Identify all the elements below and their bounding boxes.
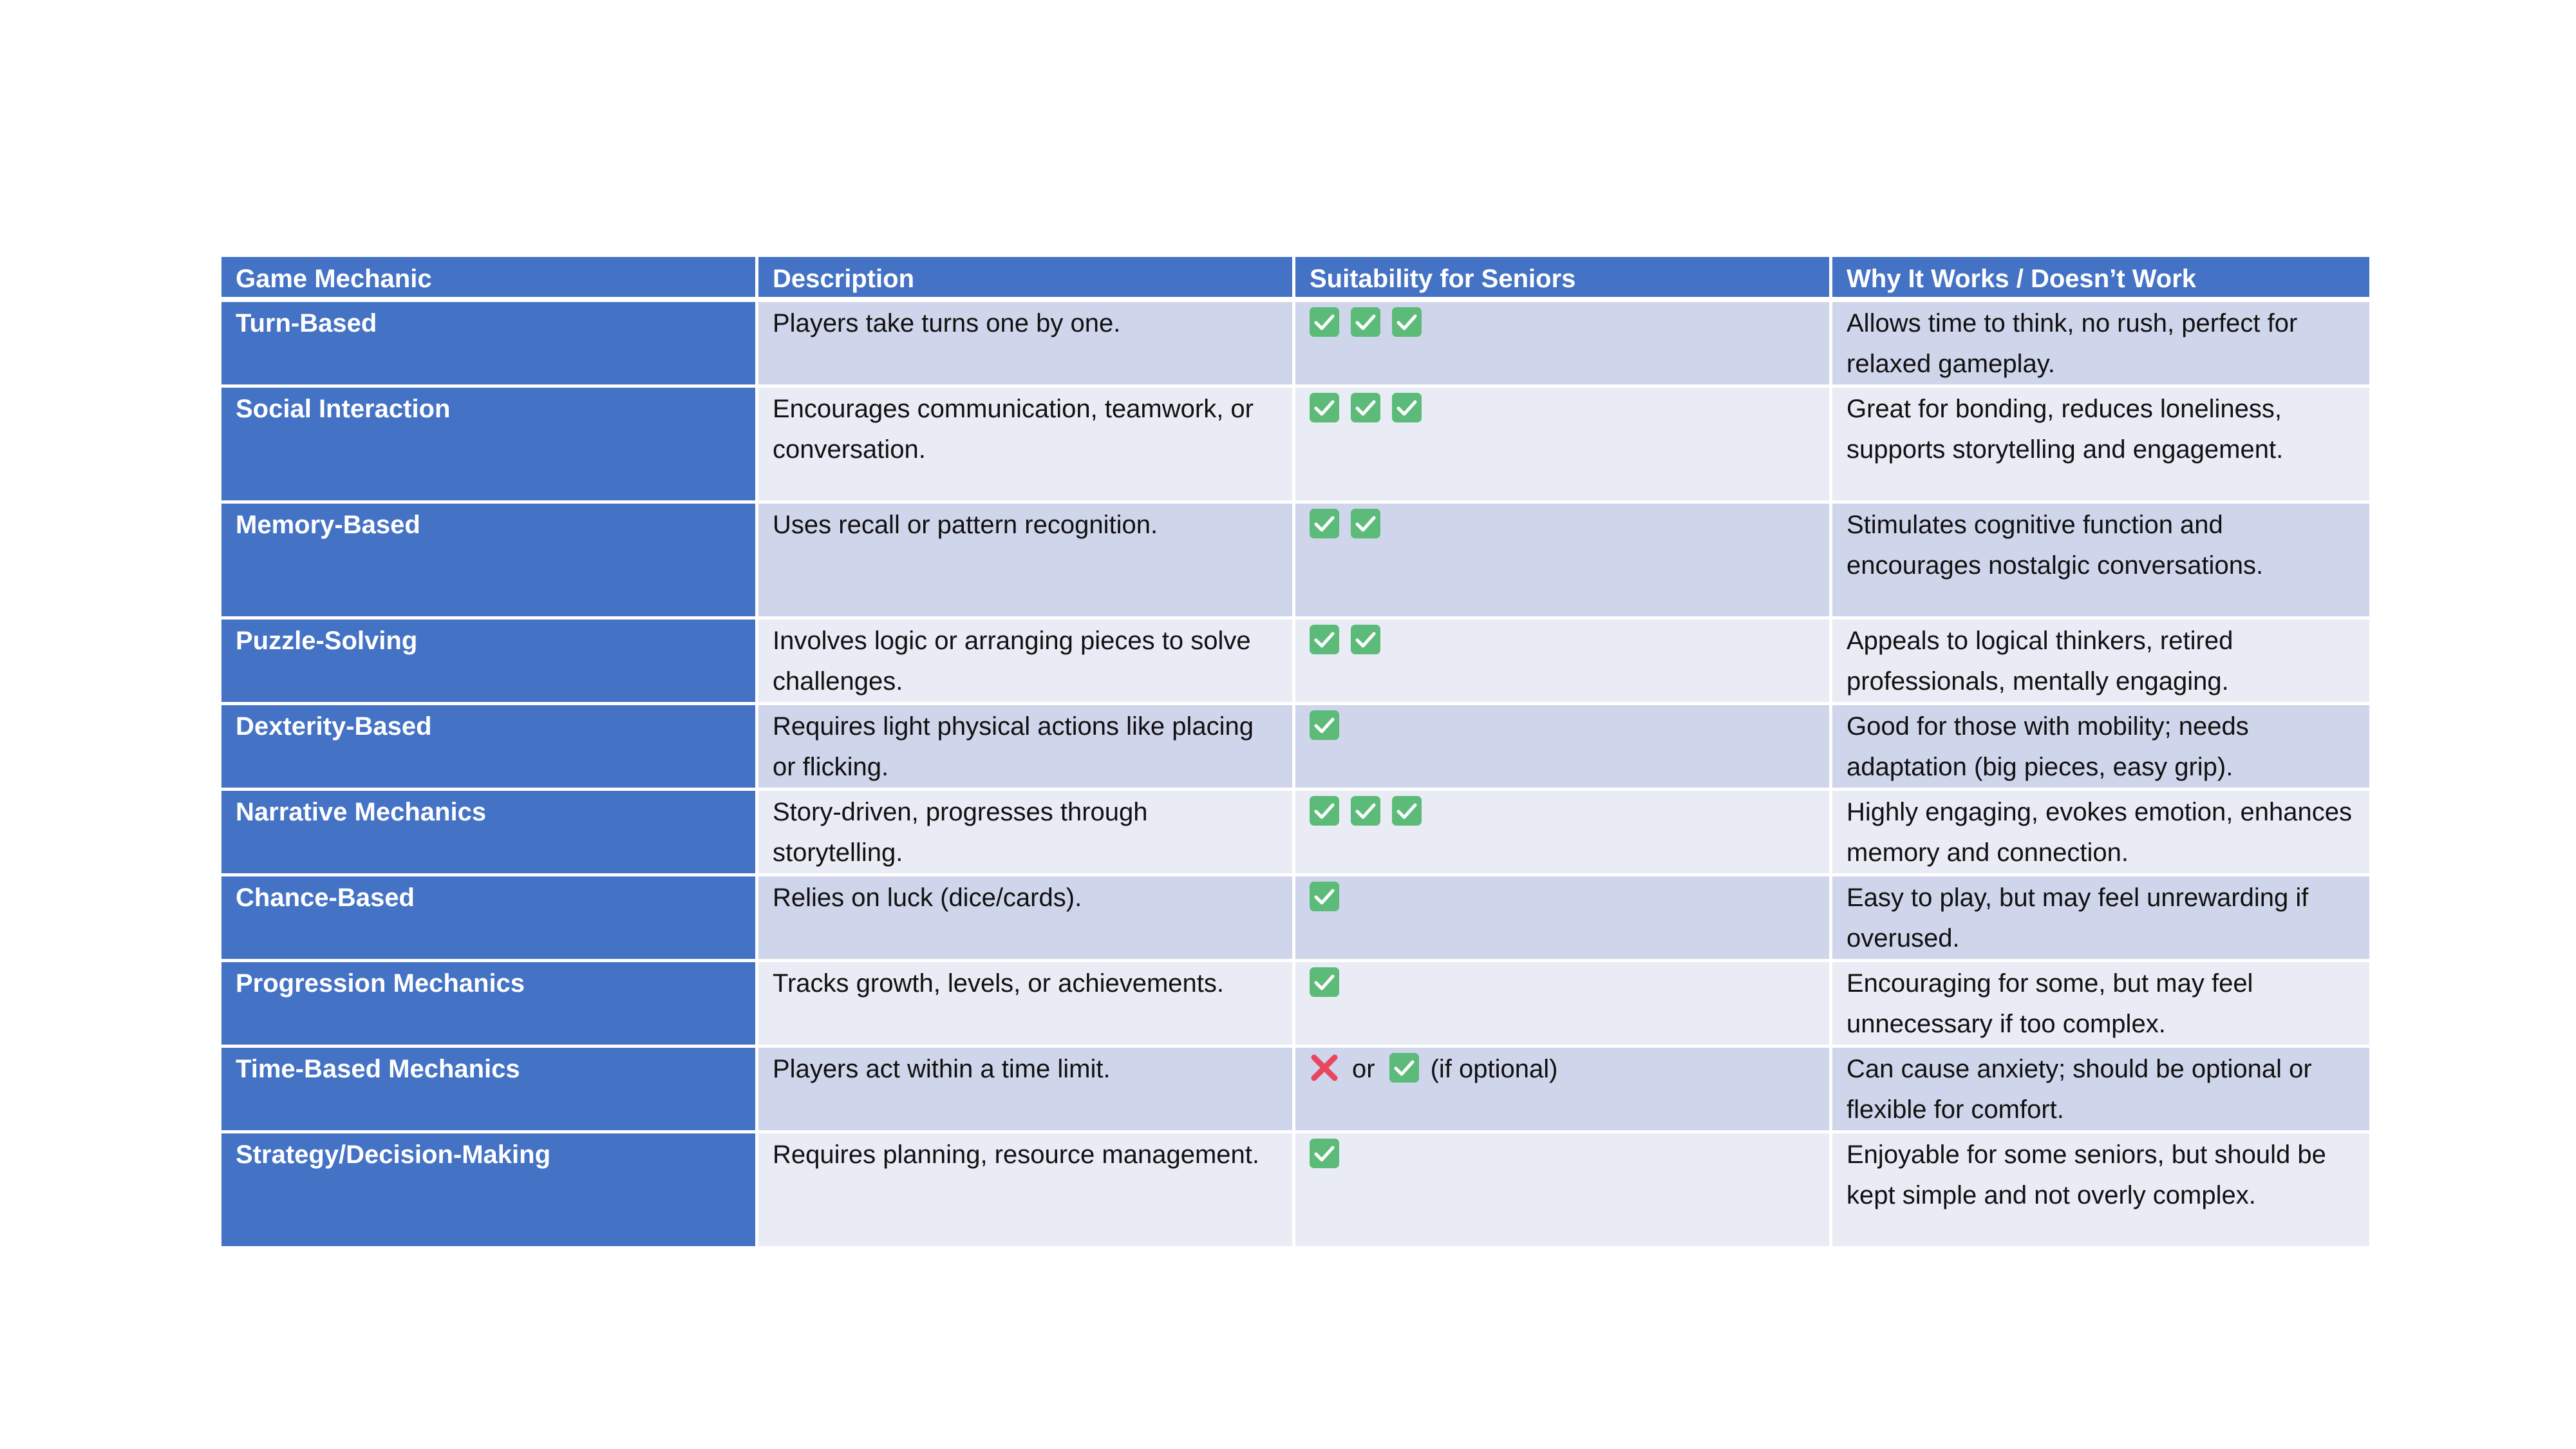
description-cell: Involves logic or arranging pieces to solve challenges. (758, 620, 1295, 705)
mechanic-cell: Strategy/Decision-Making (221, 1133, 758, 1249)
suitability-cell (1295, 1133, 1832, 1249)
why-cell: Enjoyable for some seniors, but should be kept simple and not overly complex. (1832, 1133, 2369, 1249)
mechanic-cell: Puzzle-Solving (221, 620, 758, 705)
suitability-cell (1295, 620, 1832, 705)
check-mark-button-icon (1351, 307, 1380, 337)
check-mark-button-icon (1310, 796, 1339, 826)
check-mark-button-icon (1351, 509, 1380, 538)
why-cell: Appeals to logical thinkers, retired professionals, mentally engaging. (1832, 620, 2369, 705)
mechanic-cell: Progression Mechanics (221, 962, 758, 1048)
check-mark-button-icon (1310, 509, 1339, 538)
check-mark-button-icon (1351, 796, 1380, 826)
check-mark-button-icon (1389, 1053, 1419, 1083)
check-mark-button-icon (1310, 393, 1339, 422)
or-text: or (1352, 1055, 1375, 1083)
table-row (221, 705, 2369, 791)
suitability-cell (1295, 504, 1832, 620)
description-cell: Encourages communication, teamwork, or conversation. (758, 388, 1295, 504)
description-cell: Requires planning, resource management. (758, 1133, 1295, 1249)
header-why: Why It Works / Doesn’t Work (1832, 257, 2369, 302)
mechanic-cell: Narrative Mechanics (221, 791, 758, 876)
check-mark-button-icon (1392, 307, 1422, 337)
suitability-cell (1295, 791, 1832, 876)
check-mark-button-icon (1310, 307, 1339, 337)
why-cell: Stimulates cognitive function and encourages nostalgic conversations. (1832, 504, 2369, 620)
mechanic-cell: Time-Based Mechanics (221, 1048, 758, 1133)
check-mark-button-icon (1310, 625, 1339, 654)
cross-mark-icon (1310, 1053, 1339, 1083)
check-mark-button-icon (1351, 393, 1380, 422)
table-row (221, 388, 2369, 504)
description-cell: Requires light physical actions like placing or flicking. (758, 705, 1295, 791)
table-row (221, 791, 2369, 876)
header-game-mechanic: Game Mechanic (221, 257, 758, 302)
header-row (221, 257, 2369, 302)
mechanics-table (221, 257, 2369, 1249)
mechanic-cell: Memory-Based (221, 504, 758, 620)
why-cell: Can cause anxiety; should be optional or flexible for comfort. (1832, 1048, 2369, 1133)
mechanic-cell: Turn-Based (221, 302, 758, 388)
header-suitability: Suitability for Seniors (1295, 257, 1832, 302)
why-cell: Highly engaging, evokes emotion, enhances memory and connection. (1832, 791, 2369, 876)
table-row (221, 302, 2369, 388)
check-mark-button-icon (1310, 710, 1339, 740)
suitability-cell (1295, 302, 1832, 388)
check-mark-button-icon (1310, 1139, 1339, 1168)
header-description: Description (758, 257, 1295, 302)
description-cell: Players act within a time limit. (758, 1048, 1295, 1133)
table-row (221, 504, 2369, 620)
mechanic-cell: Dexterity-Based (221, 705, 758, 791)
why-cell: Great for bonding, reduces loneliness, supports storytelling and engagement. (1832, 388, 2369, 504)
mechanic-cell: Social Interaction (221, 388, 758, 504)
description-cell: Players take turns one by one. (758, 302, 1295, 388)
suitability-cell (1295, 705, 1832, 791)
suitability-cell (1295, 1048, 1832, 1133)
why-cell: Allows time to think, no rush, perfect for relaxed gameplay. (1832, 302, 2369, 388)
table-row (221, 876, 2369, 962)
table-row (221, 1048, 2369, 1133)
check-mark-button-icon (1310, 882, 1339, 911)
suitability-cell (1295, 388, 1832, 504)
check-mark-button-icon (1351, 625, 1380, 654)
table-row (221, 962, 2369, 1048)
description-cell: Tracks growth, levels, or achievements. (758, 962, 1295, 1048)
description-cell: Uses recall or pattern recognition. (758, 504, 1295, 620)
check-mark-button-icon (1392, 393, 1422, 422)
optional-note: (if optional) (1430, 1055, 1558, 1083)
why-cell: Good for those with mobility; needs adaptation (big pieces, easy grip). (1832, 705, 2369, 791)
table-row (221, 620, 2369, 705)
suitability-cell (1295, 876, 1832, 962)
description-cell: Relies on luck (dice/cards). (758, 876, 1295, 962)
why-cell: Encouraging for some, but may feel unnecessary if too complex. (1832, 962, 2369, 1048)
check-mark-button-icon (1310, 967, 1339, 997)
description-cell: Story-driven, progresses through storytelling. (758, 791, 1295, 876)
mechanic-cell: Chance-Based (221, 876, 758, 962)
check-mark-button-icon (1392, 796, 1422, 826)
table-row (221, 1133, 2369, 1249)
why-cell: Easy to play, but may feel unrewarding if overused. (1832, 876, 2369, 962)
suitability-cell (1295, 962, 1832, 1048)
